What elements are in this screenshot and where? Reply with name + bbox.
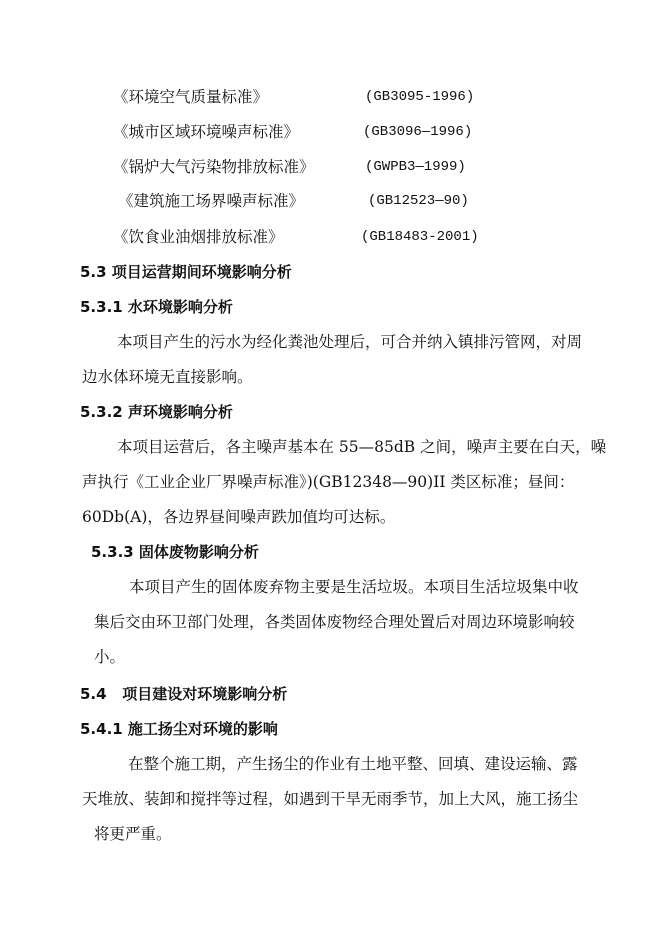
paragraph-line: 天堆放、装卸和搅拌等过程，如遇到干旱无雨季节，加上大风，施工扬尘	[82, 790, 579, 808]
paragraph-line: 60Db(A)，各边界昼间噪声跌加值均可达标。	[82, 508, 396, 526]
standard-code: (GWPB3—1999)	[365, 159, 466, 175]
section-heading: 5.4.1 施工扬尘对环境的影响	[80, 720, 278, 738]
paragraph-line: 声执行《工业企业厂界噪声标准》)(GB12348—90)II 类区标准；昼间：	[82, 473, 575, 491]
standard-name: 《城市区域环境噪声标准》	[113, 123, 300, 141]
section-heading: 5.3.3 固体废物影响分析	[91, 543, 259, 561]
standard-name: 《建筑施工场界噪声标准》	[118, 192, 305, 210]
standard-code: (GB3096—1996)	[363, 124, 473, 140]
paragraph-line: 在整个施工期，产生扬尘的作业有土地平整、回填、建设运输、露	[128, 755, 578, 773]
section-heading: 5.3 项目运营期间环境影响分析	[80, 263, 292, 281]
standard-name: 《饮食业油烟排放标准》	[113, 228, 284, 246]
standard-code: (GB12523—90)	[368, 193, 469, 209]
paragraph-line: 小。	[94, 648, 126, 666]
paragraph-line: 边水体环境无直接影响。	[82, 368, 253, 386]
standard-name: 《环境空气质量标准》	[113, 88, 269, 106]
paragraph-line: 本项目产生的污水为经化粪池处理后，可合并纳入镇排污管网，对周	[117, 333, 583, 351]
section-heading: 5.4 项目建设对环境影响分析	[80, 685, 288, 703]
standard-name: 《锅炉大气污染物排放标准》	[113, 158, 315, 176]
paragraph-line: 将更严重。	[94, 825, 172, 843]
standard-code: (GB3095-1996)	[365, 89, 475, 105]
paragraph-line: 集后交由环卫部门处理，各类固体废物经合理处置后对周边环境影响较	[94, 613, 575, 631]
section-heading: 5.3.1 水环境影响分析	[80, 298, 233, 316]
paragraph-line: 本项目产生的固体废弃物主要是生活垃圾。本项目生活垃圾集中收	[129, 578, 579, 596]
section-heading: 5.3.2 声环境影响分析	[80, 403, 233, 421]
standard-code: (GB18483-2001)	[361, 229, 479, 245]
paragraph-line: 本项目运营后，各主噪声基本在 55—85dB 之间，噪声主要在白天，噪	[117, 438, 607, 456]
